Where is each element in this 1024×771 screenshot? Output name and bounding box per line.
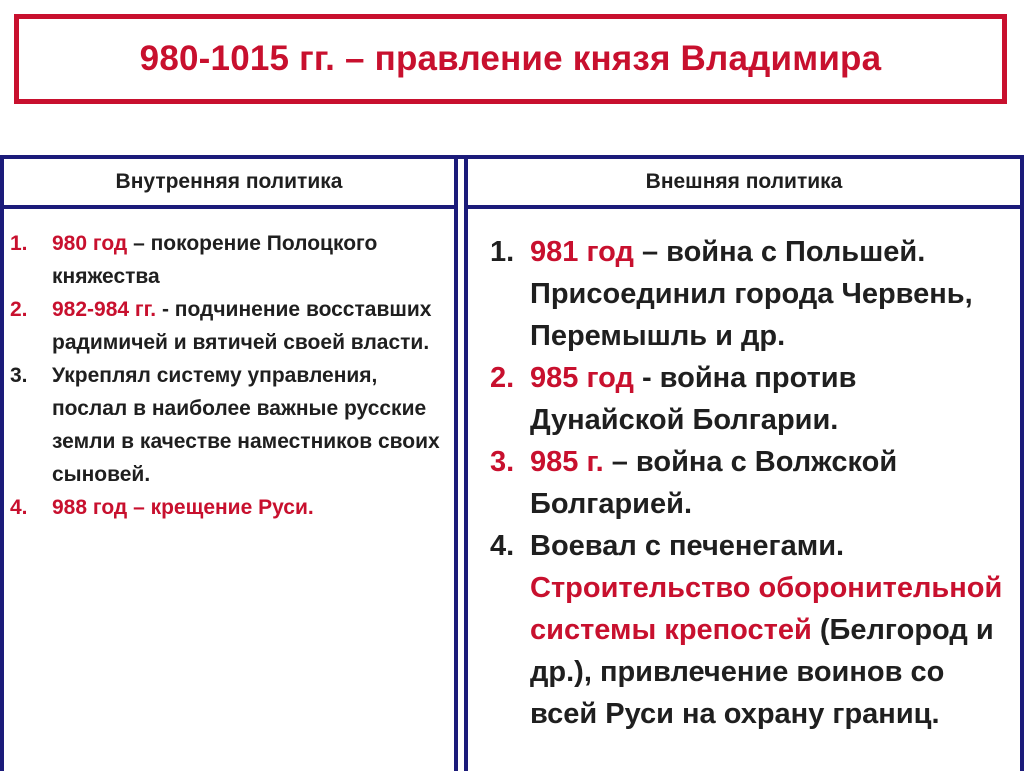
external-policy-header: Внешняя политика xyxy=(468,159,1020,209)
item-number: 4. xyxy=(10,496,28,519)
list-item xyxy=(490,441,1010,525)
external-policy-list xyxy=(468,209,1020,735)
page-title: 980-1015 гг. – правление князя Владимира xyxy=(139,39,882,78)
item-text xyxy=(52,491,314,524)
item-text xyxy=(530,525,1010,735)
item-date: 980 год xyxy=(52,232,128,255)
list-item xyxy=(10,491,444,524)
item-date: 985 год xyxy=(530,362,634,394)
item-description: – покорение Полоцкого княжества xyxy=(52,232,378,288)
item-number: 3. xyxy=(490,446,515,478)
item-description: - война против Дунайской Болгарии. xyxy=(530,362,857,436)
item-text xyxy=(530,357,1010,441)
item-text xyxy=(530,441,1010,525)
list-item xyxy=(490,357,1010,441)
internal-policy-list xyxy=(4,209,454,524)
item-description: Укреплял систему управления, послал в наиболее важные русские земли в качестве наместников своих сыновей. xyxy=(52,364,440,486)
item-date: 988 год xyxy=(52,496,128,519)
list-item xyxy=(10,227,444,293)
item-description: – война с Волжской Болгарией. xyxy=(530,446,898,520)
item-number: 1. xyxy=(10,232,28,255)
title-box xyxy=(14,14,1007,104)
item-number: 2. xyxy=(10,298,28,321)
item-description: (Белгород и др.), привлечение воинов со всей Руси на охрану границ. xyxy=(530,614,994,730)
list-item xyxy=(10,293,444,359)
item-text xyxy=(530,231,1010,357)
external-policy-column xyxy=(464,159,1024,771)
item-highlight: Строительство оборонительной системы крепостей xyxy=(530,572,1003,646)
item-description: – война с Польшей. Присоединил города Червень, Перемышль и др. xyxy=(530,236,973,352)
item-number: 3. xyxy=(10,364,28,387)
internal-policy-column xyxy=(0,159,458,771)
item-number: 1. xyxy=(490,236,515,268)
item-description: - подчинение восставших радимичей и вятичей своей власти. xyxy=(52,298,432,354)
list-item xyxy=(490,525,1010,735)
item-lead: Воевал с печенегами. xyxy=(530,530,845,562)
item-description: – крещение Руси. xyxy=(127,496,314,519)
item-date: 981 год xyxy=(530,236,634,268)
item-number: 2. xyxy=(490,362,515,394)
item-date: 982-984 гг. xyxy=(52,298,157,321)
item-text xyxy=(52,359,444,491)
list-item xyxy=(10,359,444,491)
item-text xyxy=(52,293,444,359)
list-item xyxy=(490,231,1010,357)
item-date: 985 г. xyxy=(530,446,604,478)
policy-table xyxy=(0,155,1024,771)
item-text xyxy=(52,227,444,293)
item-number: 4. xyxy=(490,530,515,562)
internal-policy-header: Внутренняя политика xyxy=(4,159,454,209)
